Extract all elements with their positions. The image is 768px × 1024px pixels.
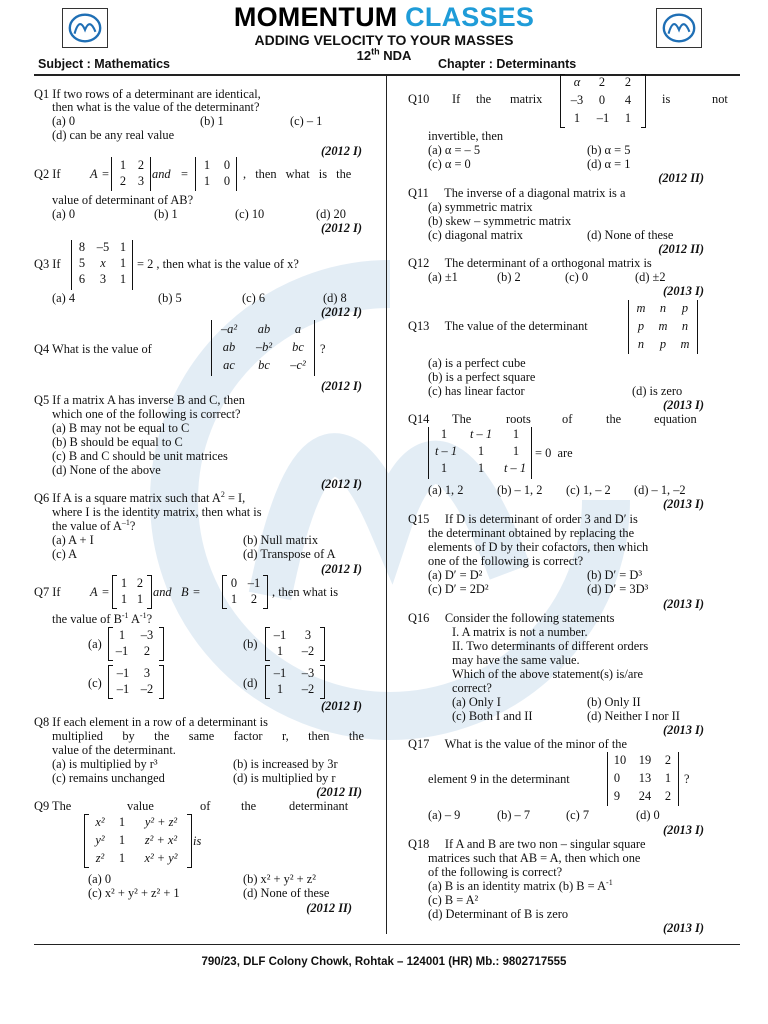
q14-w3: roots: [506, 412, 531, 426]
q3-pre: Q3 If: [34, 257, 61, 271]
q5-year: (2012 I): [321, 477, 362, 491]
q14-option-d: (d) – 1, –2: [634, 483, 686, 497]
class-sup: th: [371, 46, 380, 57]
q16-s3b: correct?: [452, 681, 492, 695]
class-rest: NDA: [379, 48, 412, 63]
q17-pre: element 9 in the determinant: [428, 772, 570, 786]
matrix-cell: 1: [477, 461, 485, 475]
q7-a-label: A: [90, 585, 98, 599]
q15-year: (2013 I): [663, 597, 704, 611]
matrix-cell: m: [636, 301, 646, 315]
matrix-cell: 1: [203, 158, 211, 172]
matrix-cell: 0: [613, 771, 621, 785]
q6-option-d: (d) Transpose of A: [243, 547, 336, 561]
matrix-cell: 0: [223, 174, 231, 188]
q15-line3: elements of D by their cofactors, then which: [428, 540, 649, 554]
matrix-cell: t – 1: [469, 427, 493, 441]
matrix-cell: bc: [258, 358, 270, 372]
q18-option-d: (d) Determinant of B is zero: [428, 907, 569, 921]
matrix-cell: –3: [140, 628, 154, 642]
q9-year: (2012 II): [306, 901, 352, 915]
matrix-cell: y² + z²: [144, 815, 178, 829]
q16-s3: Which of the above statement(s) is/are: [452, 667, 643, 681]
q1-line2: then what is the value of the determinant?: [52, 100, 260, 114]
q5-option-a: (a) B may not be equal to C: [52, 421, 190, 435]
q11-option-c: (c) diagonal matrix: [428, 228, 523, 242]
matrix-cell: 1: [230, 592, 238, 606]
q1-option-c: (c) – 1: [290, 114, 323, 128]
q10-option-a: (a) α = – 5: [428, 143, 481, 157]
q14-option-b: (b) – 1, 2: [497, 483, 543, 497]
matrix-cell: p: [637, 319, 645, 333]
q17-year: (2013 I): [663, 823, 704, 837]
matrix-cell: 19: [638, 753, 652, 767]
matrix-cell: –3: [301, 666, 315, 680]
matrix-cell: –b²: [255, 340, 273, 354]
brand-header: [0, 0, 768, 64]
q12-line1: Q12 The determinant of a orthogonal matrix is: [408, 256, 652, 270]
matrix-cell: n: [659, 301, 667, 315]
q2-pre: Q2 If: [34, 167, 61, 181]
q10-line2: invertible, then: [428, 129, 504, 143]
q12-option-d: (d) ±2: [635, 270, 666, 284]
q8-option-d: (d) is multiplied by r: [233, 771, 336, 785]
q6-line1-sup: 2: [220, 489, 225, 499]
q7-option-c: (c): [88, 676, 102, 690]
q16-option-d: (d) Neither I nor II: [587, 709, 680, 723]
matrix-cell: t – 1: [503, 461, 527, 475]
q4-post: ?: [320, 342, 326, 356]
matrix-cell: 1: [512, 444, 520, 458]
matrix-cell: 2: [250, 592, 258, 606]
q15-line4: one of the following is correct?: [428, 554, 584, 568]
q7-line2-end: ?: [146, 612, 153, 626]
q6-option-b: (b) Null matrix: [243, 533, 319, 547]
q7-matrix-a: [112, 575, 152, 609]
matrix-cell: –5: [96, 240, 110, 254]
q10-year: (2012 II): [658, 171, 704, 185]
q7-post: , then what is: [272, 585, 339, 599]
q7-option-a: (a): [88, 637, 102, 651]
matrix-cell: α: [573, 75, 581, 89]
matrix-cell: 6: [78, 272, 86, 286]
q2-eq2: =: [181, 167, 188, 181]
q16-option-c: (c) Both I and II: [452, 709, 533, 723]
q16-s1: I. A matrix is not a number.: [452, 625, 588, 639]
q11-option-d: (d) None of these: [587, 228, 674, 242]
matrix-cell: 3: [137, 174, 145, 188]
q12-option-c: (c) 0: [565, 270, 589, 284]
q11-year: (2012 II): [658, 242, 704, 256]
q10-w2: If: [452, 92, 461, 106]
matrix-cell: –2: [140, 682, 154, 696]
matrix-cell: 0: [598, 93, 606, 107]
chapter-label: Chapter : Determinants: [438, 57, 577, 71]
matrix-cell: x²: [95, 815, 105, 829]
q8-line2: multiplied by the same factor r, then the: [52, 729, 364, 743]
q9-w2: value: [127, 799, 154, 813]
matrix-cell: p: [681, 301, 689, 315]
q13-year: (2013 I): [663, 398, 704, 412]
q9-w3: of: [200, 799, 211, 813]
q3-determinant: [71, 240, 133, 290]
q17-post: ?: [684, 772, 690, 786]
q5-option-d: (d) None of the above: [52, 463, 161, 477]
q18-line1: Q18 If A and B are two non – singular square: [408, 837, 646, 851]
q9-option-a: (a) 0: [88, 872, 112, 886]
q13-option-d: (d) is zero: [632, 384, 683, 398]
matrix-cell: 1: [203, 174, 211, 188]
q10-w1: Q10: [408, 92, 430, 106]
q8-year: (2012 II): [316, 785, 362, 799]
q2-matrix-b: [195, 157, 237, 191]
q3-post: = 2 , then what is the value of x?: [137, 257, 299, 271]
q8-line1: Q8 If each element in a row of a determinant is: [34, 715, 268, 729]
q16-line1: Q16 Consider the following statements: [408, 611, 615, 625]
q7-line2-text: the value of B: [52, 612, 122, 626]
q14-option-c: (c) 1, – 2: [566, 483, 611, 497]
matrix-cell: ac: [223, 358, 235, 372]
q13-determinant: [628, 300, 698, 354]
q11-line1: Q11 The inverse of a diagonal matrix is a: [408, 186, 626, 200]
q3-option-a: (a) 4: [52, 291, 76, 305]
class-num: 12: [356, 48, 372, 63]
q5-option-b: (b) B should be equal to C: [52, 435, 183, 449]
q3-option-c: (c) 6: [242, 291, 266, 305]
matrix-cell: 1: [512, 427, 520, 441]
q1-year: (2012 I): [321, 144, 362, 158]
q14-w1: Q14: [408, 412, 430, 426]
q7-option-d: (d): [243, 676, 258, 690]
column-divider: [386, 74, 387, 934]
q14-determinant: [428, 427, 532, 479]
q13-option-b: (b) is a perfect square: [428, 370, 536, 384]
matrix-cell: 1: [440, 461, 448, 475]
q17-option-d: (d) 0: [636, 808, 660, 822]
matrix-cell: bc: [292, 340, 304, 354]
q15-option-d: (d) D′ = 3D³: [587, 582, 649, 596]
q6-line2: where I is the identity matrix, then what is: [52, 505, 262, 519]
q14-w4: of: [562, 412, 573, 426]
q17-option-c: (c) 7: [566, 808, 590, 822]
matrix-cell: z²: [95, 851, 105, 865]
q3-option-d: (d) 8: [323, 291, 347, 305]
q2-option-a: (a) 0: [52, 207, 76, 221]
q7-eq2: =: [193, 585, 200, 599]
matrix-cell: 1: [477, 444, 485, 458]
matrix-cell: 5: [78, 256, 86, 270]
q2-matrix-a: [111, 157, 151, 191]
q1-line1: Q1 If two rows of a determinant are identical,: [34, 87, 261, 101]
matrix-cell: a: [294, 322, 302, 336]
q2-eq: =: [102, 167, 109, 181]
q2-line2: value of determinant of AB?: [52, 193, 194, 207]
q16-option-b: (b) Only II: [587, 695, 641, 709]
matrix-cell: –1: [596, 111, 610, 125]
matrix-cell: 1: [440, 427, 448, 441]
matrix-cell: 1: [118, 833, 126, 847]
q18-year: (2013 I): [663, 921, 704, 935]
q15-option-b: (b) D′ = D³: [587, 568, 643, 582]
q8-line3: value of the determinant.: [52, 743, 176, 757]
q6-line3-end: ?: [129, 519, 136, 533]
q16-s2b: may have the same value.: [452, 653, 580, 667]
q9-option-c: (c) x² + y² + z² + 1: [88, 886, 180, 900]
q15-option-a: (a) D′ = D²: [428, 568, 483, 582]
q6-line1-end: = I,: [224, 491, 246, 505]
q14-option-a: (a) 1, 2: [428, 483, 464, 497]
matrix-cell: 2: [136, 576, 144, 590]
footer-address: 790/23, DLF Colony Chowk, Rohtak – 124001 (HR) Mb.: 9802717555: [201, 956, 567, 968]
q9-option-b: (b) x² + y² + z²: [243, 872, 316, 886]
q17-determinant: [607, 752, 679, 806]
matrix-cell: 2: [598, 75, 606, 89]
q15-line1: Q15 If D is determinant of order 3 and D′ is: [408, 512, 638, 526]
q17-line1: Q17 What is the value of the minor of the: [408, 737, 627, 751]
q7-option-b: (b): [243, 637, 258, 651]
q14-year: (2013 I): [663, 497, 704, 511]
matrix-cell: 1: [118, 628, 126, 642]
matrix-cell: 24: [638, 789, 652, 803]
q8-option-c: (c) remains unchanged: [52, 771, 165, 785]
q13-pre: Q13 The value of the determinant: [408, 319, 588, 333]
q7-option-c-matrix: [108, 665, 164, 699]
brand-tagline: ADDING VELOCITY TO YOUR MASSES: [254, 32, 514, 48]
matrix-cell: ab: [222, 340, 236, 354]
matrix-cell: –3: [570, 93, 584, 107]
q7-and: and: [153, 585, 172, 599]
matrix-cell: 2: [624, 75, 632, 89]
q16-option-a: (a) Only I: [452, 695, 501, 709]
matrix-cell: –1: [273, 666, 287, 680]
q7-option-b-matrix: [265, 627, 325, 661]
q1-option-d: (d) can be any real value: [52, 128, 175, 142]
matrix-cell: p: [659, 337, 667, 351]
q4-determinant: [211, 320, 315, 376]
q11-option-b: (b) skew – symmetric matrix: [428, 214, 572, 228]
q12-year: (2013 I): [663, 284, 704, 298]
q17-option-a: (a) – 9: [428, 808, 461, 822]
q9-option-d: (d) None of these: [243, 886, 330, 900]
subject-label: Subject : Mathematics: [38, 57, 170, 71]
q7-line2-sup1: -1: [121, 610, 129, 620]
q6-line3-sup: –1: [121, 517, 130, 527]
matrix-cell: 2: [137, 158, 145, 172]
q5-line2: which one of the following is correct?: [52, 407, 241, 421]
q2-a-label: A: [90, 167, 98, 181]
q7-matrix-b: [222, 575, 268, 609]
matrix-cell: 10: [613, 753, 627, 767]
matrix-cell: 2: [119, 174, 127, 188]
matrix-cell: –1: [115, 644, 129, 658]
matrix-cell: 1: [276, 644, 284, 658]
q18-option-b-sup: -1: [606, 877, 613, 887]
q6-year: (2012 I): [321, 562, 362, 576]
q7-pre: Q7 If: [34, 585, 61, 599]
q10-option-b: (b) α = 5: [587, 143, 631, 157]
q10-option-c: (c) α = 0: [428, 157, 471, 171]
matrix-cell: 1: [119, 158, 127, 172]
q5-line1: Q5 If a matrix A has inverse B and C, then: [34, 393, 245, 407]
matrix-cell: 2: [143, 644, 151, 658]
q7-year: (2012 I): [321, 699, 362, 713]
matrix-cell: t – 1: [434, 444, 458, 458]
q7-b-label: B: [181, 585, 189, 599]
q4-year: (2012 I): [321, 379, 362, 393]
q16-year: (2013 I): [663, 723, 704, 737]
matrix-cell: x: [100, 256, 106, 270]
matrix-cell: x² + y²: [144, 851, 178, 865]
q18-option-c: (c) B = A²: [428, 893, 479, 907]
matrix-cell: ab: [257, 322, 271, 336]
q8-option-b: (b) is increased by 3r: [233, 757, 338, 771]
brand-title-b: CLASSES: [405, 2, 535, 32]
matrix-cell: 1: [119, 256, 127, 270]
q11-option-a: (a) symmetric matrix: [428, 200, 533, 214]
matrix-cell: 1: [118, 815, 126, 829]
q6-line3: [52, 517, 136, 534]
matrix-cell: 0: [230, 576, 238, 590]
q1-option-a: (a) 0: [52, 114, 76, 128]
q6-line3-text: the value of A: [52, 519, 122, 533]
q7-option-d-matrix: [265, 665, 325, 699]
matrix-cell: –1: [116, 666, 130, 680]
q15-line2: the determinant obtained by replacing the: [428, 526, 635, 540]
q4-pre: Q4 What is the value of: [34, 342, 152, 356]
matrix-cell: 1: [119, 240, 127, 254]
q10-w5: is: [662, 92, 671, 106]
q14-w5: the: [606, 412, 622, 426]
q18-line3: of the following is correct?: [428, 865, 563, 879]
matrix-cell: 1: [118, 851, 126, 865]
q2-option-b: (b) 1: [154, 207, 178, 221]
matrix-cell: 2: [664, 753, 672, 767]
matrix-cell: n: [681, 319, 689, 333]
matrix-cell: 8: [78, 240, 86, 254]
matrix-cell: –1: [116, 682, 130, 696]
matrix-cell: n: [637, 337, 645, 351]
matrix-cell: 4: [624, 93, 632, 107]
q1-option-b: (b) 1: [200, 114, 224, 128]
matrix-cell: –c²: [290, 358, 306, 372]
q9-w1: Q9 The: [34, 799, 72, 813]
q18-line2: matrices such that AB = A, then which one: [428, 851, 641, 865]
q7-line2-mid: A: [128, 612, 140, 626]
matrix-cell: m: [680, 337, 690, 351]
matrix-cell: –2: [301, 682, 315, 696]
q6-line1-text: Q6 If A is a square matrix such that A: [34, 491, 221, 505]
footer-divider: [34, 944, 740, 945]
q14-post: = 0 are: [535, 446, 573, 460]
q5-option-c: (c) B and C should be unit matrices: [52, 449, 228, 463]
matrix-cell: –a²: [220, 322, 238, 336]
q10-w3: the: [476, 92, 492, 106]
q2-year: (2012 I): [321, 221, 362, 235]
matrix-cell: 3: [304, 628, 312, 642]
matrix-cell: 13: [638, 771, 652, 785]
q2-post: , then what is the: [243, 167, 352, 181]
q9-is: is: [193, 834, 202, 848]
brand-title: [0, 2, 768, 32]
matrix-cell: –2: [301, 644, 315, 658]
matrix-cell: 1: [120, 576, 128, 590]
q17-option-b: (b) – 7: [497, 808, 531, 822]
q12-option-b: (b) 2: [497, 270, 521, 284]
matrix-cell: 3: [143, 666, 151, 680]
matrix-cell: –1: [273, 628, 287, 642]
matrix-cell: 1: [120, 592, 128, 606]
q18-option-ab: [428, 877, 613, 894]
q6-option-c: (c) A: [52, 547, 78, 561]
matrix-cell: 1: [136, 592, 144, 606]
q7-line2: [52, 610, 153, 627]
matrix-cell: 3: [99, 272, 107, 286]
brand-title-a: MOMENTUM: [233, 2, 398, 32]
matrix-cell: 1: [624, 111, 632, 125]
q9-determinant: [84, 814, 192, 868]
q6-line1: [34, 489, 246, 506]
q3-option-b: (b) 5: [158, 291, 182, 305]
q3-year: (2012 I): [321, 305, 362, 319]
q12-option-a: (a) ±1: [428, 270, 458, 284]
q2-option-d: (d) 20: [316, 207, 346, 221]
matrix-cell: 1: [664, 771, 672, 785]
q9-w5: determinant: [289, 799, 349, 813]
q2-and: and: [152, 167, 171, 181]
q15-option-c: (c) D′ = 2D²: [428, 582, 489, 596]
matrix-cell: 1: [119, 272, 127, 286]
q16-s2: II. Two determinants of different orders: [452, 639, 649, 653]
q6-option-a: (a) A + I: [52, 533, 94, 547]
q8-option-a: (a) is multiplied by r³: [52, 757, 158, 771]
q7-option-a-matrix: [108, 627, 164, 661]
q14-w6: equation: [654, 412, 697, 426]
q14-w2: The: [452, 412, 472, 426]
matrix-cell: 0: [223, 158, 231, 172]
q2-option-c: (c) 10: [235, 207, 265, 221]
matrix-cell: y²: [95, 833, 105, 847]
matrix-cell: z² + x²: [144, 833, 178, 847]
matrix-cell: 1: [573, 111, 581, 125]
q10-option-d: (d) α = 1: [587, 157, 631, 171]
q7-line2-sup2: -1: [139, 610, 147, 620]
q10-matrix: [560, 74, 646, 128]
matrix-cell: m: [658, 319, 668, 333]
q9-w4: the: [241, 799, 257, 813]
q13-option-c: (c) has linear factor: [428, 384, 525, 398]
q10-w6: not: [712, 92, 728, 106]
q10-w4: matrix: [510, 92, 543, 106]
matrix-cell: 9: [613, 789, 621, 803]
q13-option-a: (a) is a perfect cube: [428, 356, 526, 370]
q18-option-ab-text: (a) B is an identity matrix (b) B = A: [428, 879, 607, 893]
q7-eq: =: [102, 585, 109, 599]
matrix-cell: –1: [247, 576, 261, 590]
matrix-cell: 1: [276, 682, 284, 696]
matrix-cell: 2: [664, 789, 672, 803]
